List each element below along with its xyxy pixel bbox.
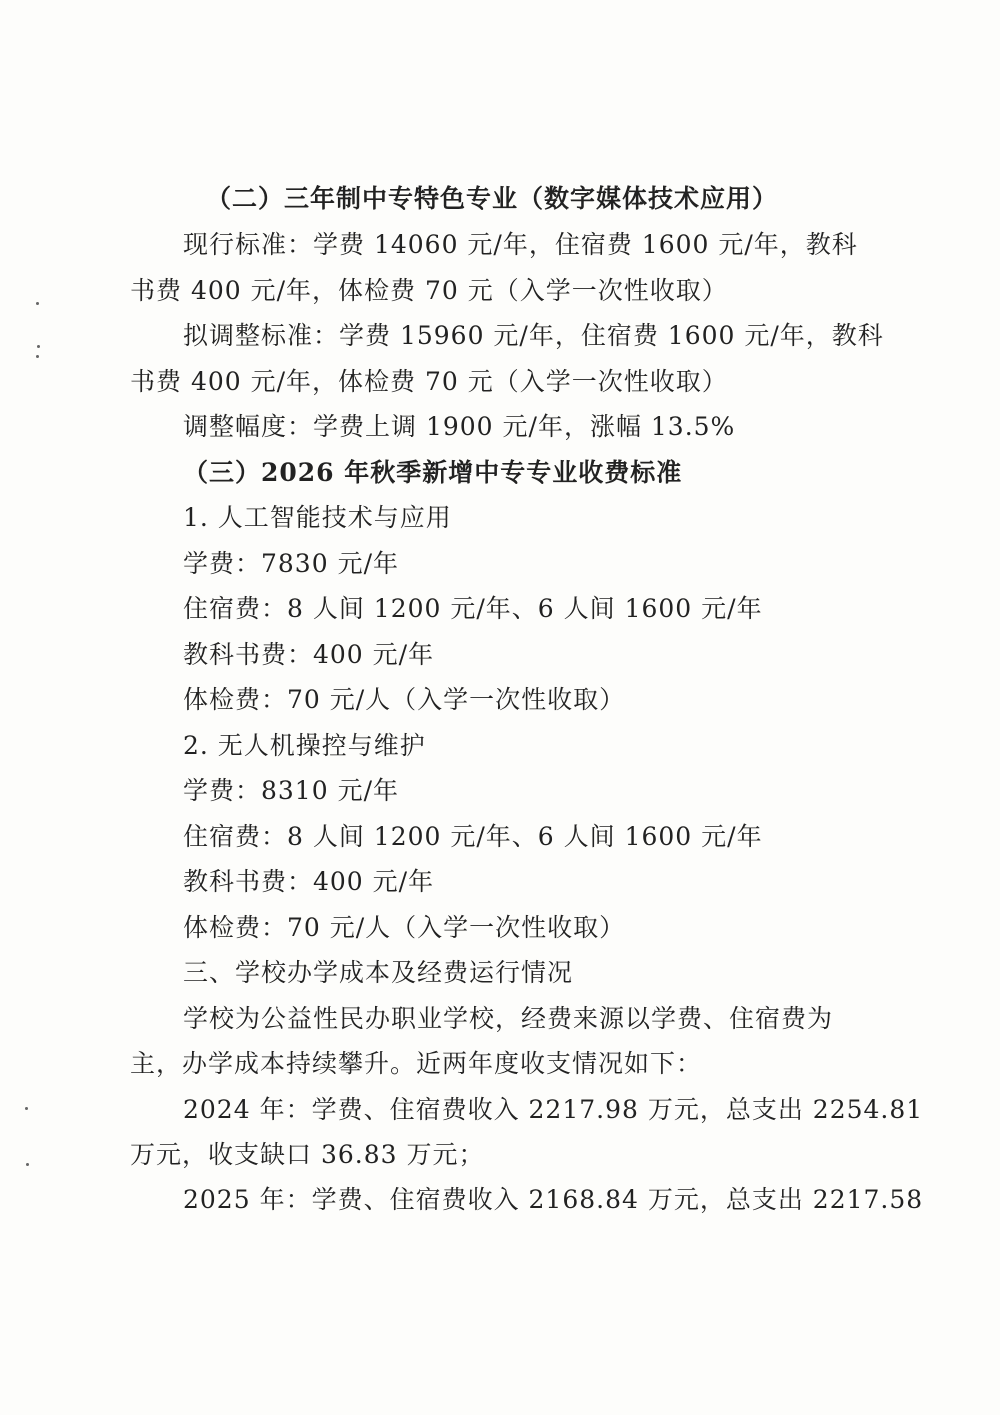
proposed-standard-line-2: 书费 400 元/年，体检费 70 元（入学一次性收取） — [130, 367, 728, 396]
year-2024-line-2: 万元，收支缺口 36.83 万元； — [130, 1140, 485, 1169]
scan-speck — [25, 1107, 28, 1110]
major-2-title: 2. 无人机操控与维护 — [183, 731, 426, 760]
scan-speck — [36, 302, 39, 305]
year-2025-line-1: 2025 年：学费、住宿费收入 2168.84 万元，总支出 2217.58 — [183, 1185, 924, 1214]
section-2-heading: （二）三年制中专特色专业（数字媒体技术应用） — [206, 184, 779, 213]
major-2-checkup: 体检费：70 元/人（入学一次性收取） — [183, 913, 626, 942]
proposed-standard-line-1: 拟调整标准：学费 15960 元/年，住宿费 1600 元/年，教科 — [183, 321, 884, 350]
major-2-books: 教科书费：400 元/年 — [183, 867, 435, 896]
major-2-tuition: 学费：8310 元/年 — [183, 776, 399, 805]
major-1-dorm: 住宿费：8 人间 1200 元/年、6 人间 1600 元/年 — [183, 594, 763, 623]
major-1-title: 1. 人工智能技术与应用 — [183, 503, 452, 532]
section-3-heading: （三）2026 年秋季新增中专专业收费标准 — [183, 458, 683, 487]
intro-line-1: 学校为公益性民办职业学校，经费来源以学费、住宿费为 — [183, 1004, 834, 1033]
part-3-heading: 三、学校办学成本及经费运行情况 — [183, 958, 574, 987]
scan-speck — [36, 355, 39, 358]
scan-speck — [26, 1163, 29, 1166]
intro-line-2: 主，办学成本持续攀升。近两年度收支情况如下： — [130, 1049, 703, 1078]
major-2-dorm: 住宿费：8 人间 1200 元/年、6 人间 1600 元/年 — [183, 822, 763, 851]
adjustment-range: 调整幅度：学费上调 1900 元/年，涨幅 13.5% — [183, 412, 736, 441]
scan-speck — [37, 345, 40, 348]
year-2024-line-1: 2024 年：学费、住宿费收入 2217.98 万元，总支出 2254.81 — [183, 1095, 924, 1124]
current-standard-line-2: 书费 400 元/年，体检费 70 元（入学一次性收取） — [130, 276, 728, 305]
major-1-tuition: 学费：7830 元/年 — [183, 549, 399, 578]
current-standard-line-1: 现行标准：学费 14060 元/年，住宿费 1600 元/年，教科 — [183, 230, 858, 259]
major-1-books: 教科书费：400 元/年 — [183, 640, 435, 669]
major-1-checkup: 体检费：70 元/人（入学一次性收取） — [183, 685, 626, 714]
